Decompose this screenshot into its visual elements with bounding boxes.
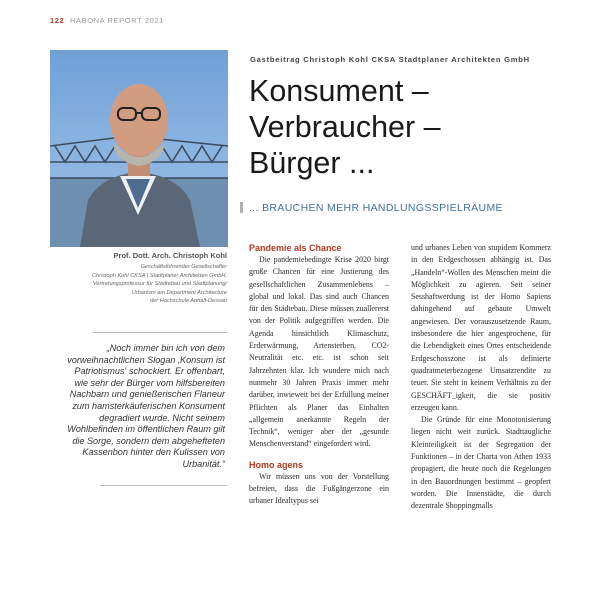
author-role-line: Christoph Kohl CKSA | Stadtplaner Architekten GmbH,	[91, 272, 227, 279]
body-paragraph: und urbanes Leben von stupidem Kommerz in den Erdgeschossen abhängig ist. Das „Handeln“-Wollen des Menschen meint die Möglichkeit zu agieren. Seit seiner Sesshaftwerdung ist der Homo Sapiens dahingehend auf gebaute Umwelt angewiesen. Der vorauszusetzende Raum, insbesondere die hier angesprochene, für die Lebendigkeit eines Ortes entscheidende Erdgeschosszone ist als definierte quadratmeterbezogene Umsatzrendite zu teuer. Sie steht in keinem Verhältnis zu der GESCHÄFT_igkeit, die sie positiv erzeugen kann.	[411, 243, 551, 412]
section-heading: Homo agens	[249, 459, 304, 470]
text-column-1	[249, 242, 389, 508]
page-number: 122	[50, 16, 65, 25]
body-paragraph: Die Gründe für eine Monotonisierung liegen nicht weit zurück. Stadttaugliche Kleinteiligkeit ist der Segregation der Funktionen – in der Charta von Athen 1933 propagiert, die heute noch die Regelungen in den Bauordnungen bestimmt – geopfert worden. Die Innenstädte, die durch dezentrale Shoppingmalls	[411, 415, 551, 511]
divider	[93, 332, 227, 333]
article-title	[249, 73, 579, 181]
title-line: Verbraucher –	[249, 110, 441, 144]
body-paragraph: Die pandemiebedingte Krise 2020 birgt große Chancen für eine Justierung des gesellschaftlichen Zusammenlebens – global und lokal. Das sind auch Chancen für den Städtebau. Diese müssen zuallererst von der Politik aufgegriffen werden. Die Agenda hinsichtlich Klimaschutz, Erderwärmung, Artensterben, CO2-Neutralität etc. etc. ist schon seit Jahrzehnten klar. Ich wundere mich nach nunmehr 30 Jahren Praxis immer mehr darüber, inwieweit bei der Erfüllung meiner Pflichten als Planer das Einhalten „allgemein anerkannte Regeln der Technik“, weniger aber der „gesunde Menschenverstand“ eingefordert wird.	[249, 255, 389, 449]
portrait-illustration	[50, 50, 228, 247]
publication-name: HABONA REPORT 2021	[70, 16, 164, 25]
section-heading: Pandemie als Chance	[249, 243, 342, 253]
author-role-line: Vertretungsprofessur für Städtebau und Stadtplanung/	[92, 281, 227, 287]
body-paragraph: Wir müssen uns von der Vorstellung befreien, dass die Fußgängerzone ein urbaner Idealtypus sei	[249, 471, 389, 506]
author-name: Prof. Dott. Arch. Christoph Kohl	[113, 251, 227, 260]
guest-byline: Gastbeitrag Christoph Kohl CKSA Stadtplaner Architekten GmbH	[250, 55, 530, 64]
title-line: Konsument –	[249, 74, 429, 108]
subtitle-marker	[240, 202, 243, 213]
text-column-2	[411, 242, 551, 513]
photo-caption	[50, 251, 227, 306]
pull-quote: „Noch immer bin ich von dem vorweihnachtlichen Slogan ‚Konsum ist Patriotismus‘ schockiert. Er offenbart, wie sehr der Bürger vom hilfsbereiten Nachbarn und genießerischen Flaneur zum hamsterkäuferischen Konsument degradiert wurde. Nicht seinem Wohlbefinden im öffentlichen Raum gilt die Sorge, sondern dem abgehefteten Kassenbon hinter den Kulissen von Urbanität.“	[67, 343, 225, 469]
title-line: Bürger ...	[249, 146, 375, 180]
author-photo	[50, 50, 228, 247]
author-role-line: Geschäftsführender Gesellschafter	[140, 264, 227, 270]
divider	[100, 485, 227, 486]
author-role-line: der Hochschule Anhalt-Dessau	[150, 298, 227, 304]
running-header	[50, 16, 164, 25]
author-role-line: Urbanism am Department Architecture	[131, 289, 227, 296]
article-subtitle: ... BRAUCHEN MEHR HANDLUNGSSPIELRÄUME	[249, 202, 503, 214]
